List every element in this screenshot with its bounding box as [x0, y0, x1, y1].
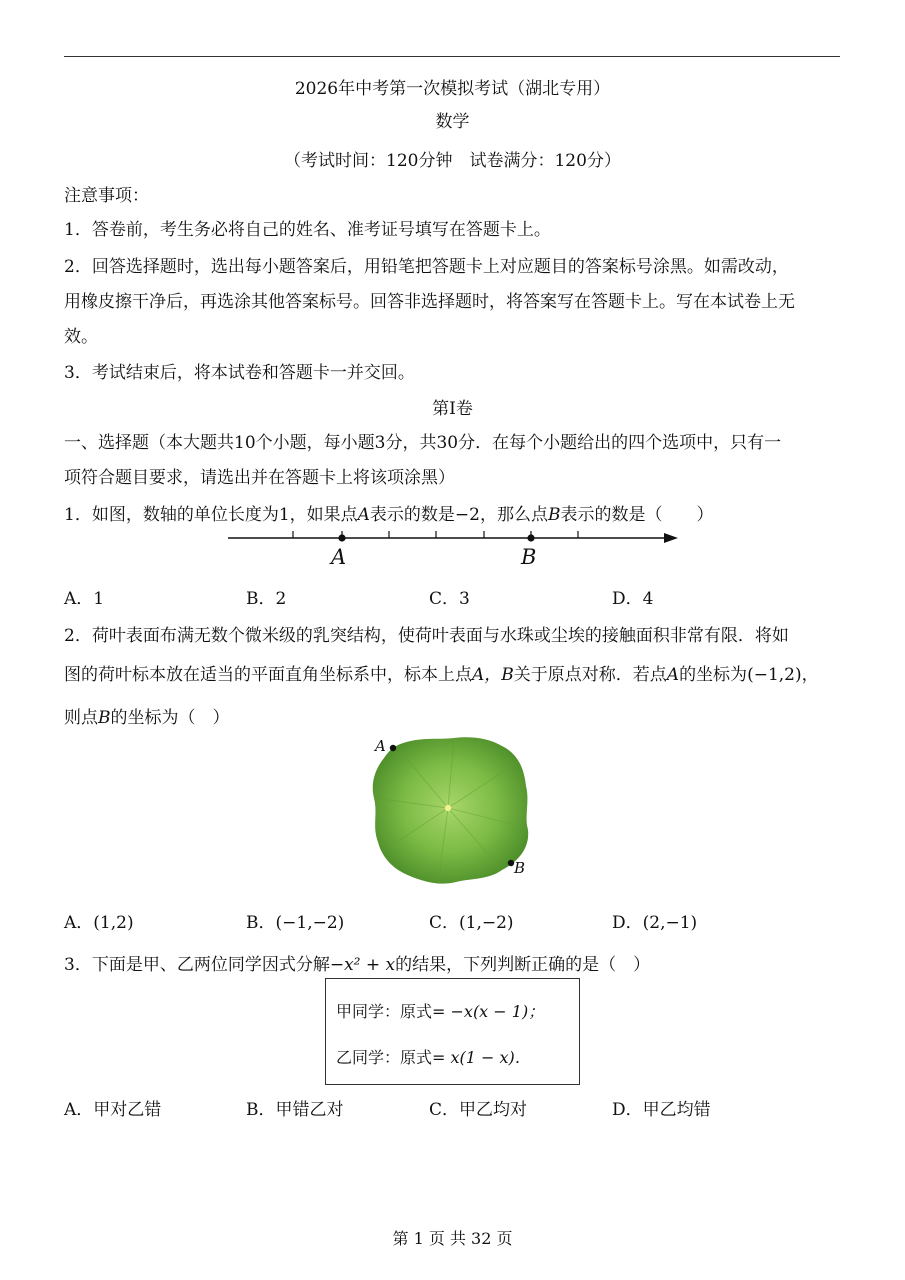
point-a-dot: [338, 534, 345, 541]
q1-option-a[interactable]: A．1: [64, 589, 105, 609]
question-2-line-2: [64, 660, 819, 685]
q2-option-value: (1,2): [93, 913, 134, 933]
header-rule: [64, 56, 840, 57]
q1-value: −2: [454, 505, 480, 525]
q3-box-expression: = x(1 − x)．: [432, 1048, 531, 1067]
point-b-label: B: [521, 545, 537, 569]
number-line-figure: [220, 522, 690, 574]
q2-var-b: B: [98, 708, 111, 728]
q2-option-letter: A．: [64, 913, 94, 933]
q3-box-expression: = −x(x − 1)；: [432, 1002, 545, 1021]
section-1-line-2: 项符合题目要求，请选出并在答题卡上将该项涂黑）: [64, 468, 455, 488]
q2-text-part: 的坐标为: [679, 665, 748, 685]
q1-stem-part: 表示的数是: [369, 505, 455, 525]
q3-option-d[interactable]: D．甲乙均错: [612, 1100, 711, 1120]
q3-expression: −x² + x: [329, 955, 396, 975]
q2-option-c[interactable]: [429, 908, 514, 933]
leaf-center: [445, 805, 451, 811]
exam-title: 2026年中考第一次模拟考试（湖北专用）: [294, 79, 611, 99]
q2-option-d[interactable]: [612, 908, 697, 933]
q3-solutions-box: [325, 978, 580, 1085]
q3-option-b[interactable]: B．甲错乙对: [246, 1100, 344, 1120]
q2-text-part: 图的荷叶标本放在适当的平面直角坐标系中，标本上点: [64, 665, 472, 685]
q2-text-part: 关于原点对称．若点: [513, 665, 667, 685]
q3-text-part: 3．下面是甲、乙两位同学因式分解: [64, 955, 330, 975]
lotus-leaf-figure: [368, 732, 538, 890]
section-1-line-1: 一、选择题（本大题共10个小题，每小题3分，共30分．在每个小题给出的四个选项中，只有一: [64, 433, 782, 453]
q3-option-c[interactable]: C．甲乙均对: [429, 1100, 528, 1120]
note-item-2-line-1: 2．回答选择题时，选出每小题答案后，用铅笔把答题卡上对应题目的答案标号涂黑。如需改动，: [64, 257, 789, 277]
q2-option-value: (1,−2): [459, 913, 514, 933]
q3-option-a[interactable]: A．甲对乙错: [64, 1100, 162, 1120]
q2-option-letter: D．: [612, 913, 643, 933]
q1-var-b: B: [547, 505, 561, 525]
point-a-label: A: [375, 737, 386, 755]
q1-stem-part: 表示的数是（ ）: [560, 505, 714, 525]
q2-var-a: A: [666, 665, 680, 685]
volume-title: 第Ⅰ卷: [432, 399, 473, 419]
q2-text-part: 则点: [64, 708, 98, 728]
note-item-2-line-2: 用橡皮擦干净后，再选涂其他答案标号。回答非选择题时，将答案写在答题卡上。写在本试卷上无: [64, 292, 795, 312]
point-b-dot: [527, 534, 534, 541]
number-line-arrow-icon: [664, 533, 678, 543]
note-item-1: 1．答卷前，考生务必将自己的姓名、准考证号填写在答题卡上。: [64, 220, 551, 240]
q2-coordinate-a: (−1,2): [747, 665, 802, 685]
subject-title: 数学: [435, 112, 470, 132]
note-item-3: 3．考试结束后，将本试卷和答题卡一并交回。: [64, 363, 415, 383]
question-2-line-1: 2．荷叶表面布满无数个微米级的乳突结构，使荷叶表面与水珠或尘埃的接触面积非常有限．将如: [64, 626, 789, 646]
q2-option-a[interactable]: [64, 908, 134, 933]
q2-text-part: 的坐标为（ ）: [110, 708, 230, 728]
point-a-dot: [390, 745, 396, 751]
page-footer: 第 1 页 共 32 页: [392, 1229, 513, 1248]
q2-option-letter: C．: [429, 913, 460, 933]
exam-info: （考试时间：120分钟 试卷满分：120分）: [284, 151, 621, 171]
q3-box-row-yi: [336, 1045, 531, 1068]
q1-var-a: A: [357, 505, 370, 525]
question-3-stem: [64, 950, 650, 975]
q3-text-part: 的结果，下列判断正确的是（ ）: [395, 955, 651, 975]
point-b-label: B: [514, 859, 526, 877]
q2-option-letter: B．: [246, 913, 276, 933]
q2-option-value: (−1,−2): [275, 913, 345, 933]
q1-option-c[interactable]: C．3: [429, 589, 470, 609]
q2-vars-ab: A，B: [472, 665, 514, 685]
q3-box-row-jia: [336, 999, 544, 1022]
q1-option-d[interactable]: D．4: [612, 589, 654, 609]
q3-box-label: 甲同学：原式: [336, 1002, 433, 1021]
q1-option-b[interactable]: B．2: [246, 589, 287, 609]
point-a-label: A: [331, 545, 347, 569]
q1-stem-part: 1．如图，数轴的单位长度为1，如果点: [64, 505, 358, 525]
notes-heading: 注意事项：: [64, 186, 149, 206]
note-item-2-line-3: 效。: [64, 327, 98, 347]
q2-option-b[interactable]: [246, 908, 344, 933]
question-2-line-3: [64, 703, 230, 728]
q2-text-part: ，: [801, 665, 819, 685]
q2-option-value: (2,−1): [642, 913, 698, 933]
q3-box-label: 乙同学：原式: [336, 1048, 433, 1067]
q1-stem-part: ，那么点: [479, 505, 548, 525]
